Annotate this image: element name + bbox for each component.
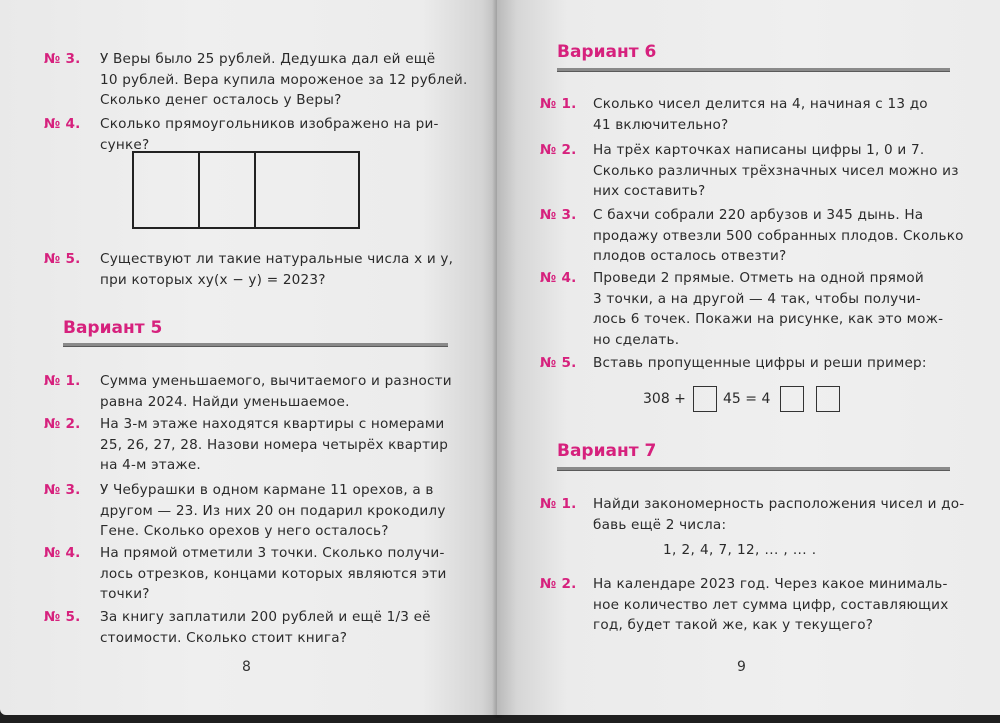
- task-text: Найди закономерность расположения чисел и до- бавь ещё 2 числа:: [593, 496, 965, 533]
- number-sequence: 1, 2, 4, 7, 12, ... , ... .: [663, 542, 817, 558]
- task-number: № 5.: [44, 609, 81, 625]
- task-text: Сколько прямоугольников изображено на ри- сунке?: [100, 116, 439, 153]
- task-number: № 4.: [44, 116, 81, 132]
- equation-part-1: 308 +: [643, 391, 686, 407]
- task-text: С бахчи собрали 220 арбузов и 345 дынь. На продажу отвезли 500 собранных плодов. Сколько плодов осталось отвезти?: [593, 207, 964, 264]
- task-text: За книгу заплатили 200 рублей и ещё 1/3 её стоимости. Сколько стоит книга?: [100, 609, 431, 646]
- missing-digit-box: [816, 386, 840, 412]
- task-text: На 3-м этаже находятся квартиры с номерами 25, 26, 27, 28. Назови номера четырёх квартир на 4-м этаже.: [100, 416, 449, 473]
- task-number: № 5.: [44, 251, 81, 267]
- task-text: Проведи 2 прямые. Отметь на одной прямой 3 точки, а на другой — 4 так, чтобы получи- лось 6 точек. Покажи на рисунке, как это мож- но сделать.: [593, 270, 944, 348]
- rectangle-divider: [198, 153, 200, 227]
- task-number: № 1.: [540, 496, 577, 512]
- left-page: [0, 0, 497, 715]
- variant-7-heading: Вариант 7: [557, 441, 657, 461]
- task-number: № 1.: [44, 373, 81, 389]
- task-number: № 4.: [540, 270, 577, 286]
- heading-rule: [557, 68, 950, 72]
- right-page: [497, 0, 1000, 715]
- task-text: У Веры было 25 рублей. Дедушка дал ей ещё 10 рублей. Вера купила мороженое за 12 рублей. Сколько денег осталось у Веры?: [100, 51, 468, 108]
- task-number: № 2.: [540, 142, 577, 158]
- task-text: Сумма уменьшаемого, вычитаемого и разности равна 2024. Найди уменьшаемое.: [100, 373, 452, 410]
- rectangles-figure: [132, 151, 360, 229]
- missing-digit-box: [693, 386, 717, 412]
- page-number: 9: [737, 659, 746, 675]
- missing-digit-box: [780, 386, 804, 412]
- task-text: На прямой отметили 3 точки. Сколько получи- лось отрезков, концами которых являются эти точки?: [100, 545, 447, 602]
- task-number: № 2.: [540, 576, 577, 592]
- page-number: 8: [242, 659, 251, 675]
- task-text: На календаре 2023 год. Через какое минималь- ное количество лет сумма цифр, составляющих год, будет такой же, как у текущего?: [593, 576, 949, 633]
- task-number: № 4.: [44, 545, 81, 561]
- variant-5-heading: Вариант 5: [63, 318, 163, 338]
- task-text: Сколько чисел делится на 4, начиная с 13 до 41 включительно?: [593, 96, 928, 133]
- task-text: У Чебурашки в одном кармане 11 орехов, а в другом — 23. Из них 20 он подарил крокодилу Гене. Сколько орехов у него осталось?: [100, 482, 446, 539]
- task-text: Существуют ли такие натуральные числа x и y, при которых xy(x − y) = 2023?: [100, 251, 454, 288]
- task-number: № 1.: [540, 96, 577, 112]
- task-text: На трёх карточках написаны цифры 1, 0 и 7. Сколько различных трёхзначных чисел можно из них составить?: [593, 142, 959, 199]
- task-number: № 2.: [44, 416, 81, 432]
- equation-part-2: 45 = 4: [723, 391, 771, 407]
- heading-rule: [557, 467, 950, 471]
- task-number: № 3.: [540, 207, 577, 223]
- variant-6-heading: Вариант 6: [557, 42, 657, 62]
- task-number: № 5.: [540, 355, 577, 371]
- task-number: № 3.: [44, 51, 81, 67]
- task-text: Вставь пропущенные цифры и реши пример:: [593, 355, 927, 371]
- task-number: № 3.: [44, 482, 81, 498]
- heading-rule: [63, 343, 448, 347]
- rectangle-divider: [254, 153, 256, 227]
